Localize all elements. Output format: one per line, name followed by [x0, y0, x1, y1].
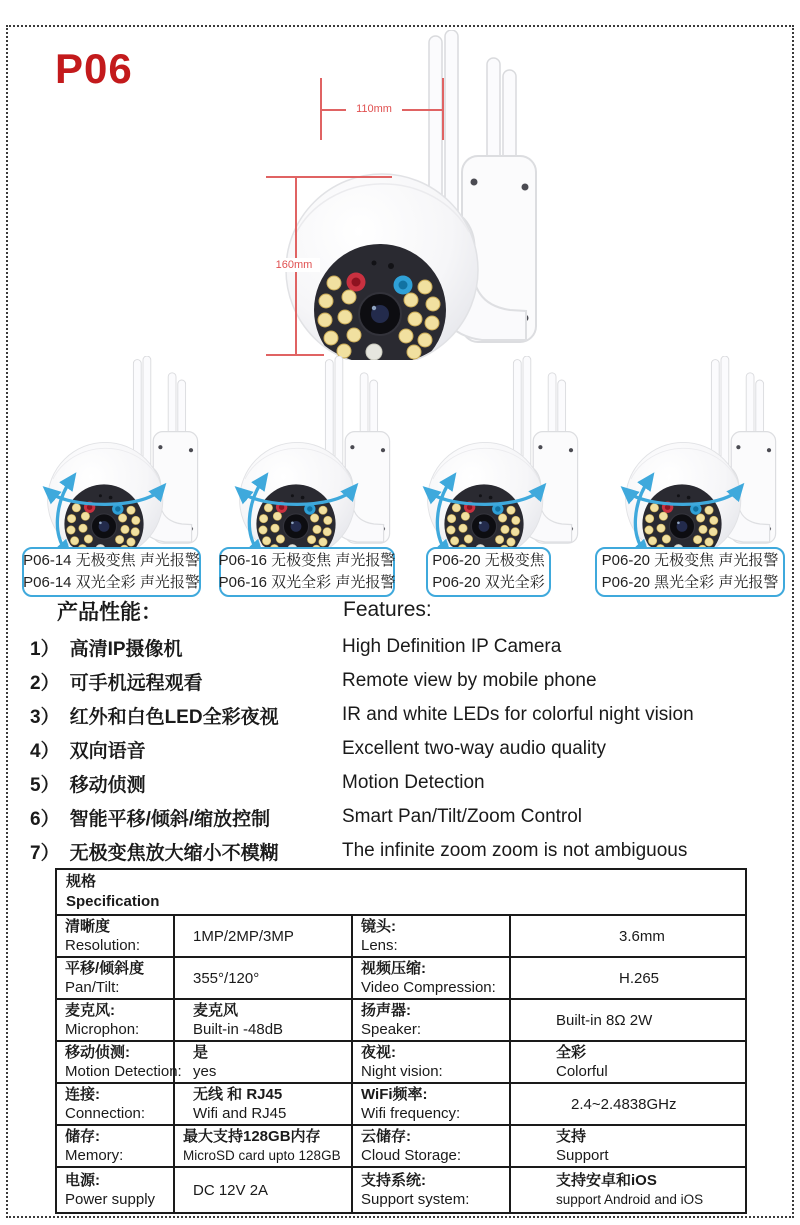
variant-line: P06-20 无极变焦 声光报警	[601, 552, 779, 569]
spec-label-en: Memory:	[65, 1147, 124, 1164]
feature-en: The infinite zoom zoom is not ambiguous	[342, 840, 688, 861]
dimension-height-label: 160mm	[268, 258, 320, 272]
spec-label-zh: 移动侦测:	[65, 1044, 130, 1061]
spec-label-zh: 清晰度	[65, 918, 111, 935]
feature-en: Smart Pan/Tilt/Zoom Control	[342, 806, 583, 827]
table-row: 电源: Power supply DC 12V 2A 支持系统: Support system: 支持安卓和iOS support Android and iOS	[57, 1168, 745, 1212]
dimension-width-label: 110mm	[346, 102, 402, 116]
table-row: 连接: Connection: 无线 和 RJ45 Wifi and RJ45 WiFi频率: Wifi frequency: 2.4~2.4838GHz	[57, 1084, 745, 1126]
spec-label-zh: 麦克风:	[65, 1002, 115, 1019]
variant-line: P06-20 双光全彩	[432, 574, 545, 591]
variant-line: P06-16 无极变焦 声光报警	[218, 552, 396, 569]
feature-zh: 双向语音	[69, 740, 146, 762]
variant-label-box-2	[219, 547, 395, 597]
variant-line: P06-16 双光全彩 声光报警	[218, 574, 396, 591]
feature-item	[30, 834, 790, 868]
spec-label-zh: 夜视:	[361, 1044, 396, 1061]
spec-value: 2.4~2.4838GHz	[571, 1095, 677, 1113]
camera-variant-image-2	[230, 356, 410, 554]
feature-en: High Definition IP Camera	[342, 636, 562, 657]
table-row: 储存: Memory: 最大支持128GB内存 MicroSD card upto 128GB 云储存: Cloud Storage: 支持 Support	[57, 1126, 745, 1168]
feature-number: 3）	[30, 706, 60, 728]
spec-label-zh: 平移/倾斜度	[65, 960, 145, 977]
spec-label-en: Connection:	[65, 1105, 146, 1122]
camera-variant-image-4	[616, 356, 796, 554]
feature-zh: 智能平移/倾斜/缩放控制	[69, 808, 271, 830]
spec-value: 是	[193, 1044, 209, 1061]
variant-label-box-4	[595, 547, 785, 597]
spec-label-en: Resolution:	[65, 937, 141, 954]
feature-en: Excellent two-way audio quality	[342, 738, 607, 759]
spec-label-zh: 电源:	[65, 1172, 100, 1189]
spec-value: H.265	[619, 969, 660, 987]
spec-value: 3.6mm	[619, 927, 665, 945]
variant-label-box-1	[22, 547, 201, 597]
spec-label-en: Pan/Tilt:	[65, 979, 120, 996]
spec-label-zh: 镜头:	[361, 918, 396, 935]
spec-value: 全彩	[556, 1044, 587, 1061]
feature-number: 1）	[30, 638, 60, 660]
spec-table-header	[57, 870, 745, 916]
spec-value: Built-in 8Ω 2W	[556, 1011, 653, 1029]
spec-value: 支持安卓和iOS	[556, 1172, 657, 1189]
main-camera-image	[260, 30, 580, 362]
page-title: P06	[55, 45, 133, 92]
spec-value: 1MP/2MP/3MP	[193, 927, 294, 945]
feature-zh: 移动侦测	[69, 774, 146, 796]
feature-item	[30, 630, 790, 664]
variant-line: P06-20 无极变焦	[432, 552, 545, 569]
variant-label-box-3	[426, 547, 551, 597]
spec-label-en: Video Compression:	[361, 979, 496, 996]
feature-item	[30, 800, 790, 834]
table-row: 移动侦测: Motion Detection: 是 yes 夜视: Night vision: 全彩 Colorful	[57, 1042, 745, 1084]
variant-line: P06-14 无极变焦 声光报警	[23, 552, 200, 569]
variant-line: P06-20 黑光全彩 声光报警	[601, 574, 779, 591]
table-row: 麦克风: Microphon: 麦克风 Built-in -48dB 扬声器: Speaker: Built-in 8Ω 2W	[57, 1000, 745, 1042]
spec-label-en: Motion Detection:	[65, 1063, 182, 1080]
camera-variant-image-1	[38, 356, 218, 554]
feature-number: 4）	[30, 740, 60, 762]
variant-line: P06-14 双光全彩 声光报警	[23, 574, 200, 591]
spec-label-zh: 扬声器:	[361, 1002, 411, 1019]
spec-label-en: Night vision:	[361, 1063, 443, 1080]
spec-header-zh: 规格	[66, 873, 97, 890]
feature-en: Motion Detection	[342, 772, 485, 793]
spec-label-zh: 云储存:	[361, 1128, 411, 1145]
spec-value: 355°/120°	[193, 969, 260, 987]
spec-value: DC 12V 2A	[193, 1181, 269, 1199]
spec-label-zh: 支持系统:	[361, 1172, 426, 1189]
feature-number: 5）	[30, 774, 60, 796]
camera-illustration	[270, 30, 570, 360]
spec-value: 支持	[556, 1128, 587, 1145]
feature-zh: 红外和白色LED全彩夜视	[69, 706, 279, 728]
feature-item	[30, 698, 790, 732]
feature-number: 2）	[30, 672, 60, 694]
dim-tick-top	[266, 176, 392, 178]
spec-value: 无线 和 RJ45	[193, 1086, 283, 1103]
feature-zh: 无极变焦放大缩小不模糊	[69, 842, 279, 864]
feature-number: 7）	[30, 842, 60, 864]
spec-label-en: Wifi frequency:	[361, 1105, 461, 1122]
feature-item	[30, 664, 790, 698]
feature-item	[30, 732, 790, 766]
feature-number: 6）	[30, 808, 60, 830]
table-row	[57, 958, 745, 1000]
feature-zh: 可手机远程观看	[69, 672, 203, 694]
spec-label-en: Cloud Storage:	[361, 1147, 462, 1164]
spec-label-en: Support system:	[361, 1191, 470, 1208]
camera-variant-image-3	[418, 356, 598, 554]
feature-en: IR and white LEDs for colorful night vision	[342, 704, 694, 725]
spec-label-zh: 连接:	[65, 1086, 100, 1103]
spec-label-en: Power supply	[65, 1191, 156, 1208]
features-heading-en: Features:	[343, 598, 432, 621]
feature-item	[30, 766, 790, 800]
spec-label-zh: 储存:	[65, 1128, 100, 1145]
spec-value: 麦克风	[193, 1002, 239, 1019]
features-list	[30, 630, 790, 868]
spec-label-en: Speaker:	[361, 1021, 422, 1038]
features-heading-zh: 产品性能：	[57, 601, 162, 624]
spec-header-en: Specification	[66, 893, 160, 910]
spec-label-zh: WiFi频率:	[361, 1086, 428, 1103]
spec-value: 最大支持128GB内存	[183, 1128, 321, 1145]
spec-label-en: Microphon:	[65, 1021, 140, 1038]
spec-label-zh: 视频压缩:	[361, 960, 426, 977]
feature-zh: 高清IP摄像机	[69, 638, 183, 660]
spec-table	[55, 868, 747, 1214]
spec-label-en: Lens:	[361, 937, 398, 954]
table-row	[57, 916, 745, 958]
feature-en: Remote view by mobile phone	[342, 670, 597, 691]
